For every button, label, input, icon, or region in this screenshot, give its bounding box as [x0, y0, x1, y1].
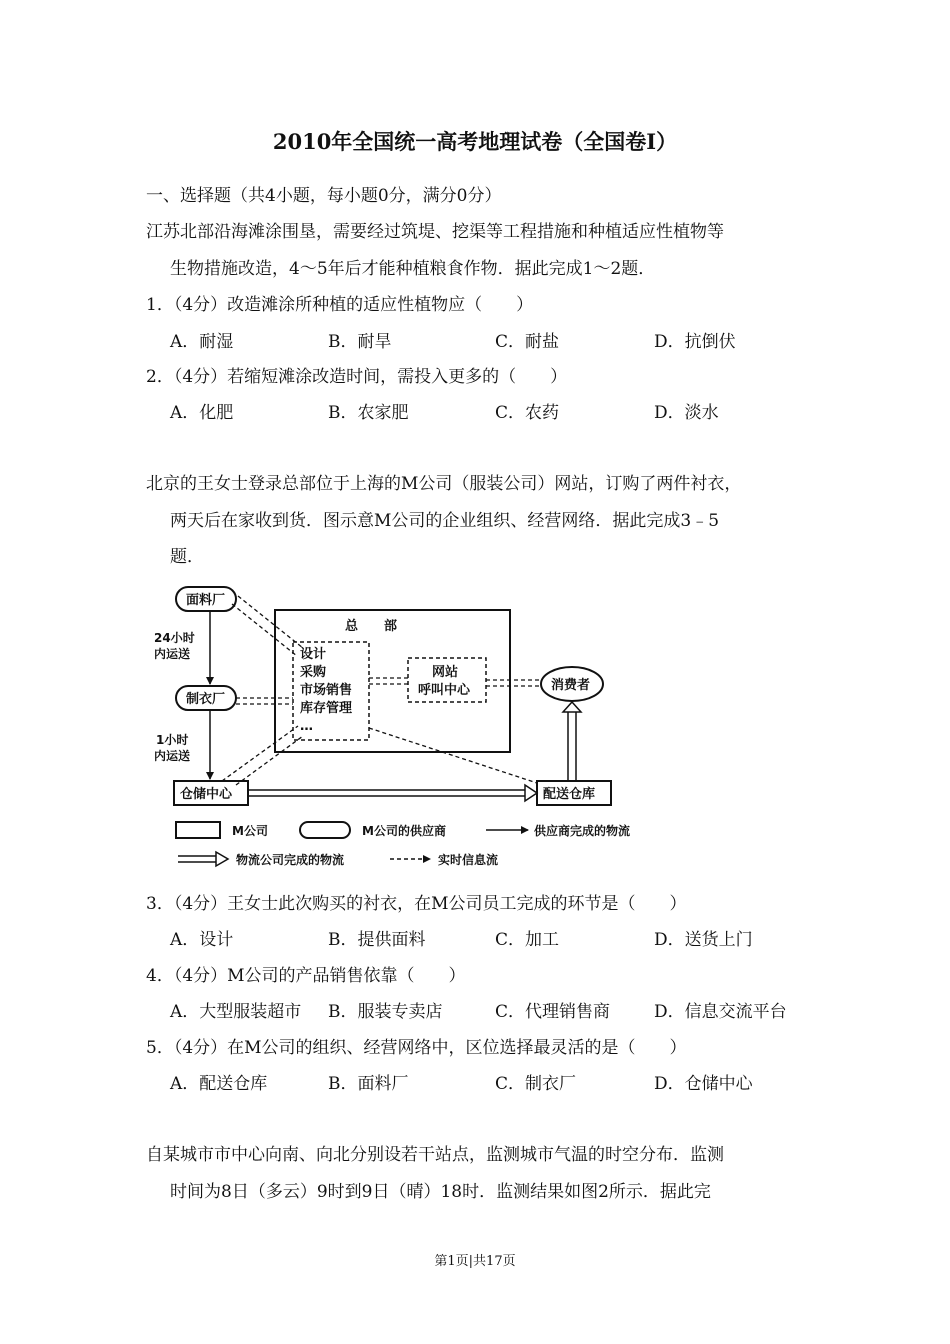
question-5-stem: 5．（4分）在M公司的组织、经营网络中，区位选择最灵活的是（ ）	[146, 1038, 687, 1058]
transport-24h-line-2: 内运送	[154, 647, 191, 661]
garment-factory-label: 制衣厂	[186, 692, 226, 707]
function-ellipsis: …	[300, 719, 313, 734]
function-inventory: 库存管理	[300, 701, 353, 716]
company-network-diagram	[140, 578, 660, 878]
legend-company-swatch	[176, 822, 220, 838]
flow-storage-to-warehouse	[525, 785, 537, 801]
legend-info-flow-label: 实时信息流	[438, 853, 499, 867]
call-center-label: 呼叫中心	[418, 683, 471, 698]
headquarters-title: 总 部	[345, 619, 398, 634]
fabric-factory-label: 面料厂	[186, 593, 226, 608]
delivery-warehouse-label: 配送仓库	[543, 787, 596, 802]
intro-1-line-2: 生物措施改造，4～5年后才能种植粮食作物．据此完成1～2题．	[170, 259, 656, 279]
flow-warehouse-to-consumer	[563, 702, 581, 712]
storage-center-label: 仓储中心	[180, 787, 233, 802]
question-4-option-b[interactable]: B．服装专卖店	[328, 1002, 443, 1022]
question-1-option-b[interactable]: B．耐旱	[328, 332, 392, 352]
question-5-option-d[interactable]: D．仓储中心	[654, 1074, 753, 1094]
consumer-label: 消费者	[551, 678, 591, 693]
question-1-stem: 1．（4分）改造滩涂所种植的适应性植物应（ ）	[146, 295, 534, 315]
intro-2-line-1: 北京的王女士登录总部位于上海的M公司（服装公司）网站，订购了两件衬衣，	[146, 474, 742, 494]
question-2-option-d[interactable]: D．淡水	[654, 403, 719, 423]
intro-1-line-1: 江苏北部沿海滩涂围垦，需要经过筑堤、挖渠等工程措施和种植适应性植物等	[146, 222, 724, 242]
transport-1h-line-1: 1小时	[156, 733, 189, 747]
intro-2-line-3: 题．	[170, 547, 204, 567]
page-title: 2010年全国统一高考地理试卷（全国卷Ⅰ）	[272, 129, 678, 154]
question-5-option-c[interactable]: C．制衣厂	[495, 1074, 577, 1094]
question-5-option-a[interactable]: A．配送仓库	[170, 1074, 268, 1094]
question-4-option-d[interactable]: D．信息交流平台	[654, 1002, 787, 1022]
question-2-option-b[interactable]: B．农家肥	[328, 403, 409, 423]
legend-logistics-flow-label: 物流公司完成的物流	[236, 853, 345, 867]
question-3-option-b[interactable]: B．提供面料	[328, 930, 426, 950]
legend-company-label: M公司	[232, 824, 268, 838]
legend-supplier-label: M公司的供应商	[362, 824, 446, 838]
intro-3-line-2: 时间为8日（多云）9时到9日（晴）18时．监测结果如图2所示．据此完	[170, 1182, 711, 1202]
function-design: 设计	[300, 647, 327, 662]
question-5-option-b[interactable]: B．面料厂	[328, 1074, 409, 1094]
legend-logistics-flow-swatch	[216, 852, 228, 866]
intro-2-line-2: 两天后在家收到货．图示意M公司的企业组织、经营网络．据此完成3﹣5	[170, 511, 720, 531]
question-2-option-c[interactable]: C．农药	[495, 403, 560, 423]
question-3-option-d[interactable]: D．送货上门	[654, 930, 753, 950]
page-footer: 第1页|共17页	[434, 1254, 516, 1269]
question-2-stem: 2．（4分）若缩短滩涂改造时间，需投入更多的（ ）	[146, 367, 568, 387]
website-label: 网站	[432, 665, 459, 680]
question-3-option-c[interactable]: C．加工	[495, 930, 560, 950]
question-4-option-a[interactable]: A．大型服装超市	[170, 1002, 302, 1022]
question-3-stem: 3．（4分）王女士此次购买的衬衣，在M公司员工完成的环节是（ ）	[146, 894, 687, 914]
question-1-option-c[interactable]: C．耐盐	[495, 332, 560, 352]
question-3-option-a[interactable]: A．设计	[170, 930, 234, 950]
intro-3-line-1: 自某城市市中心向南、向北分别设若干站点，监测城市气温的时空分布．监测	[146, 1145, 724, 1165]
section-heading: 一、选择题（共4小题，每小题0分，满分0分）	[146, 186, 502, 206]
legend-supplier-swatch	[300, 822, 350, 838]
function-sales: 市场销售	[300, 683, 353, 698]
function-purchase: 采购	[300, 665, 327, 680]
question-1-option-d[interactable]: D．抗倒伏	[654, 332, 736, 352]
question-4-option-c[interactable]: C．代理销售商	[495, 1002, 611, 1022]
legend-supplier-flow-label: 供应商完成的物流	[534, 824, 631, 838]
transport-24h-line-1: 24小时	[154, 631, 195, 645]
question-1-option-a[interactable]: A．耐湿	[170, 332, 234, 352]
transport-1h-line-2: 内运送	[154, 749, 191, 763]
question-4-stem: 4．（4分）M公司的产品销售依靠（ ）	[146, 966, 466, 986]
question-2-option-a[interactable]: A．化肥	[170, 403, 234, 423]
